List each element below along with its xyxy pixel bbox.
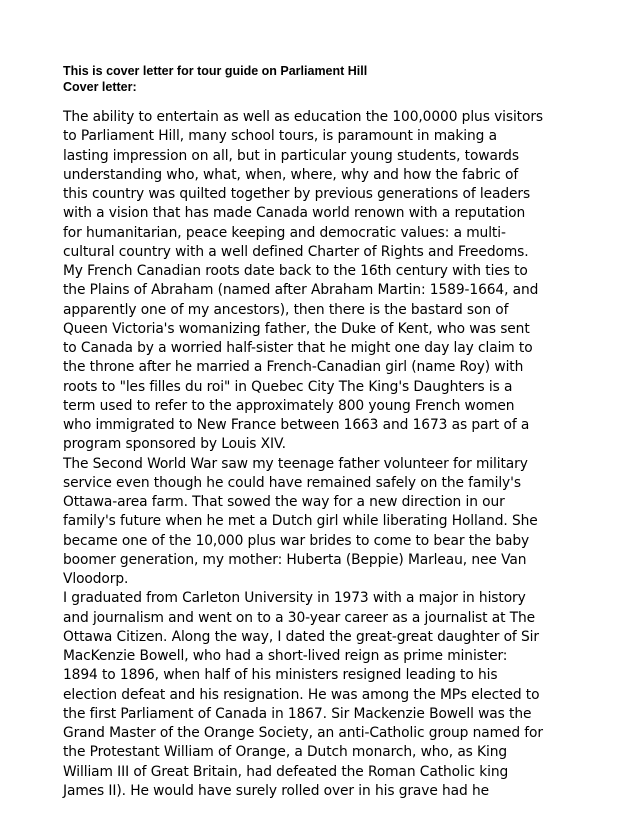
text-line: Ottawa-area farm. That sowed the way for a new direction in our [63, 494, 505, 510]
document-subtitle: Cover letter: [63, 80, 137, 94]
document-title: This is cover letter for tour guide on Parliament Hill [63, 64, 368, 78]
text-line: service even though he could have remained safely on the family's [63, 474, 521, 491]
text-line: election defeat and his resignation. He was among the MPs elected to [63, 686, 540, 703]
text-line: program sponsored by Louis XIV. [63, 436, 286, 453]
text-line: with a vision that has made Canada world renown with a reputation [63, 205, 526, 222]
paragraph-intro [63, 108, 613, 262]
text-line: Ottawa Citizen. Along the way, I dated the great-great daughter of Sir [63, 628, 539, 645]
text-line: roots to "les filles du roi" in Quebec City The King's Daughters is a [63, 378, 513, 395]
text-line: boomer generation, my mother: Huberta (Beppie) Marleau, nee Van [63, 551, 527, 568]
text-line: and journalism and went on to a 30-year career as a journalist at The [63, 609, 536, 626]
text-line: term used to refer to the approximately 800 young French women [63, 397, 515, 414]
text-line: Grand Master of the Orange Society, an anti-Catholic group named for [63, 725, 543, 741]
text-line: cultural country with a well defined Charter of Rights and Freedoms. [63, 243, 529, 260]
text-line: My French Canadian roots date back to the 16th century with ties to [63, 263, 528, 279]
text-line: James II). He would have surely rolled over in his grave had he [63, 782, 489, 799]
text-line: to Parliament Hill, many school tours, is paramount in making a [63, 128, 497, 145]
text-line: the Protestant William of Orange, a Dutch monarch, who, as King [63, 744, 508, 761]
text-line: The Second World War saw my teenage father volunteer for military [63, 455, 528, 472]
text-line: who immigrated to New France between 1663 and 1673 as part of a [63, 417, 530, 433]
text-line: Queen Victoria's womanizing father, the Duke of Kent, who was sent [63, 320, 530, 337]
text-line: Vloodorp. [63, 571, 129, 587]
text-line: apparently one of my ancestors), then there is the bastard son of [63, 301, 509, 318]
text-line: understanding who, what, when, where, why and how the fabric of [63, 166, 519, 183]
text-line: the Plains of Abraham (named after Abraham Martin: 1589-1664, and [63, 282, 539, 299]
text-line: lasting impression on all, but in particular young students, towards [63, 147, 519, 164]
paragraph-background [63, 262, 613, 801]
text-line: for humanitarian, peace keeping and democratic values: a multi- [63, 224, 506, 241]
text-line: family's future when he met a Dutch girl while liberating Holland. She [63, 513, 538, 530]
text-line: 1894 to 1896, when half of his ministers resigned leading to his [63, 667, 498, 684]
text-line: MacKenzie Bowell, who had a short-lived reign as prime minister: [63, 648, 508, 664]
text-line: this country was quilted together by previous generations of leaders [63, 186, 531, 202]
text-line: The ability to entertain as well as education the 100,0000 plus visitors [63, 109, 543, 125]
text-line: became one of the 10,000 plus war brides to come to bear the baby [63, 532, 530, 549]
text-line: William III of Great Britain, had defeated the Roman Catholic king [63, 763, 509, 780]
text-line: to Canada by a worried half-sister that he might one day lay claim to [63, 340, 533, 356]
text-line: the first Parliament of Canada in 1867. Sir Mackenzie Bowell was the [63, 705, 532, 722]
text-line: the throne after he married a French-Canadian girl (name Roy) with [63, 359, 524, 376]
text-line: I graduated from Carleton University in 1973 with a major in history [63, 590, 526, 607]
